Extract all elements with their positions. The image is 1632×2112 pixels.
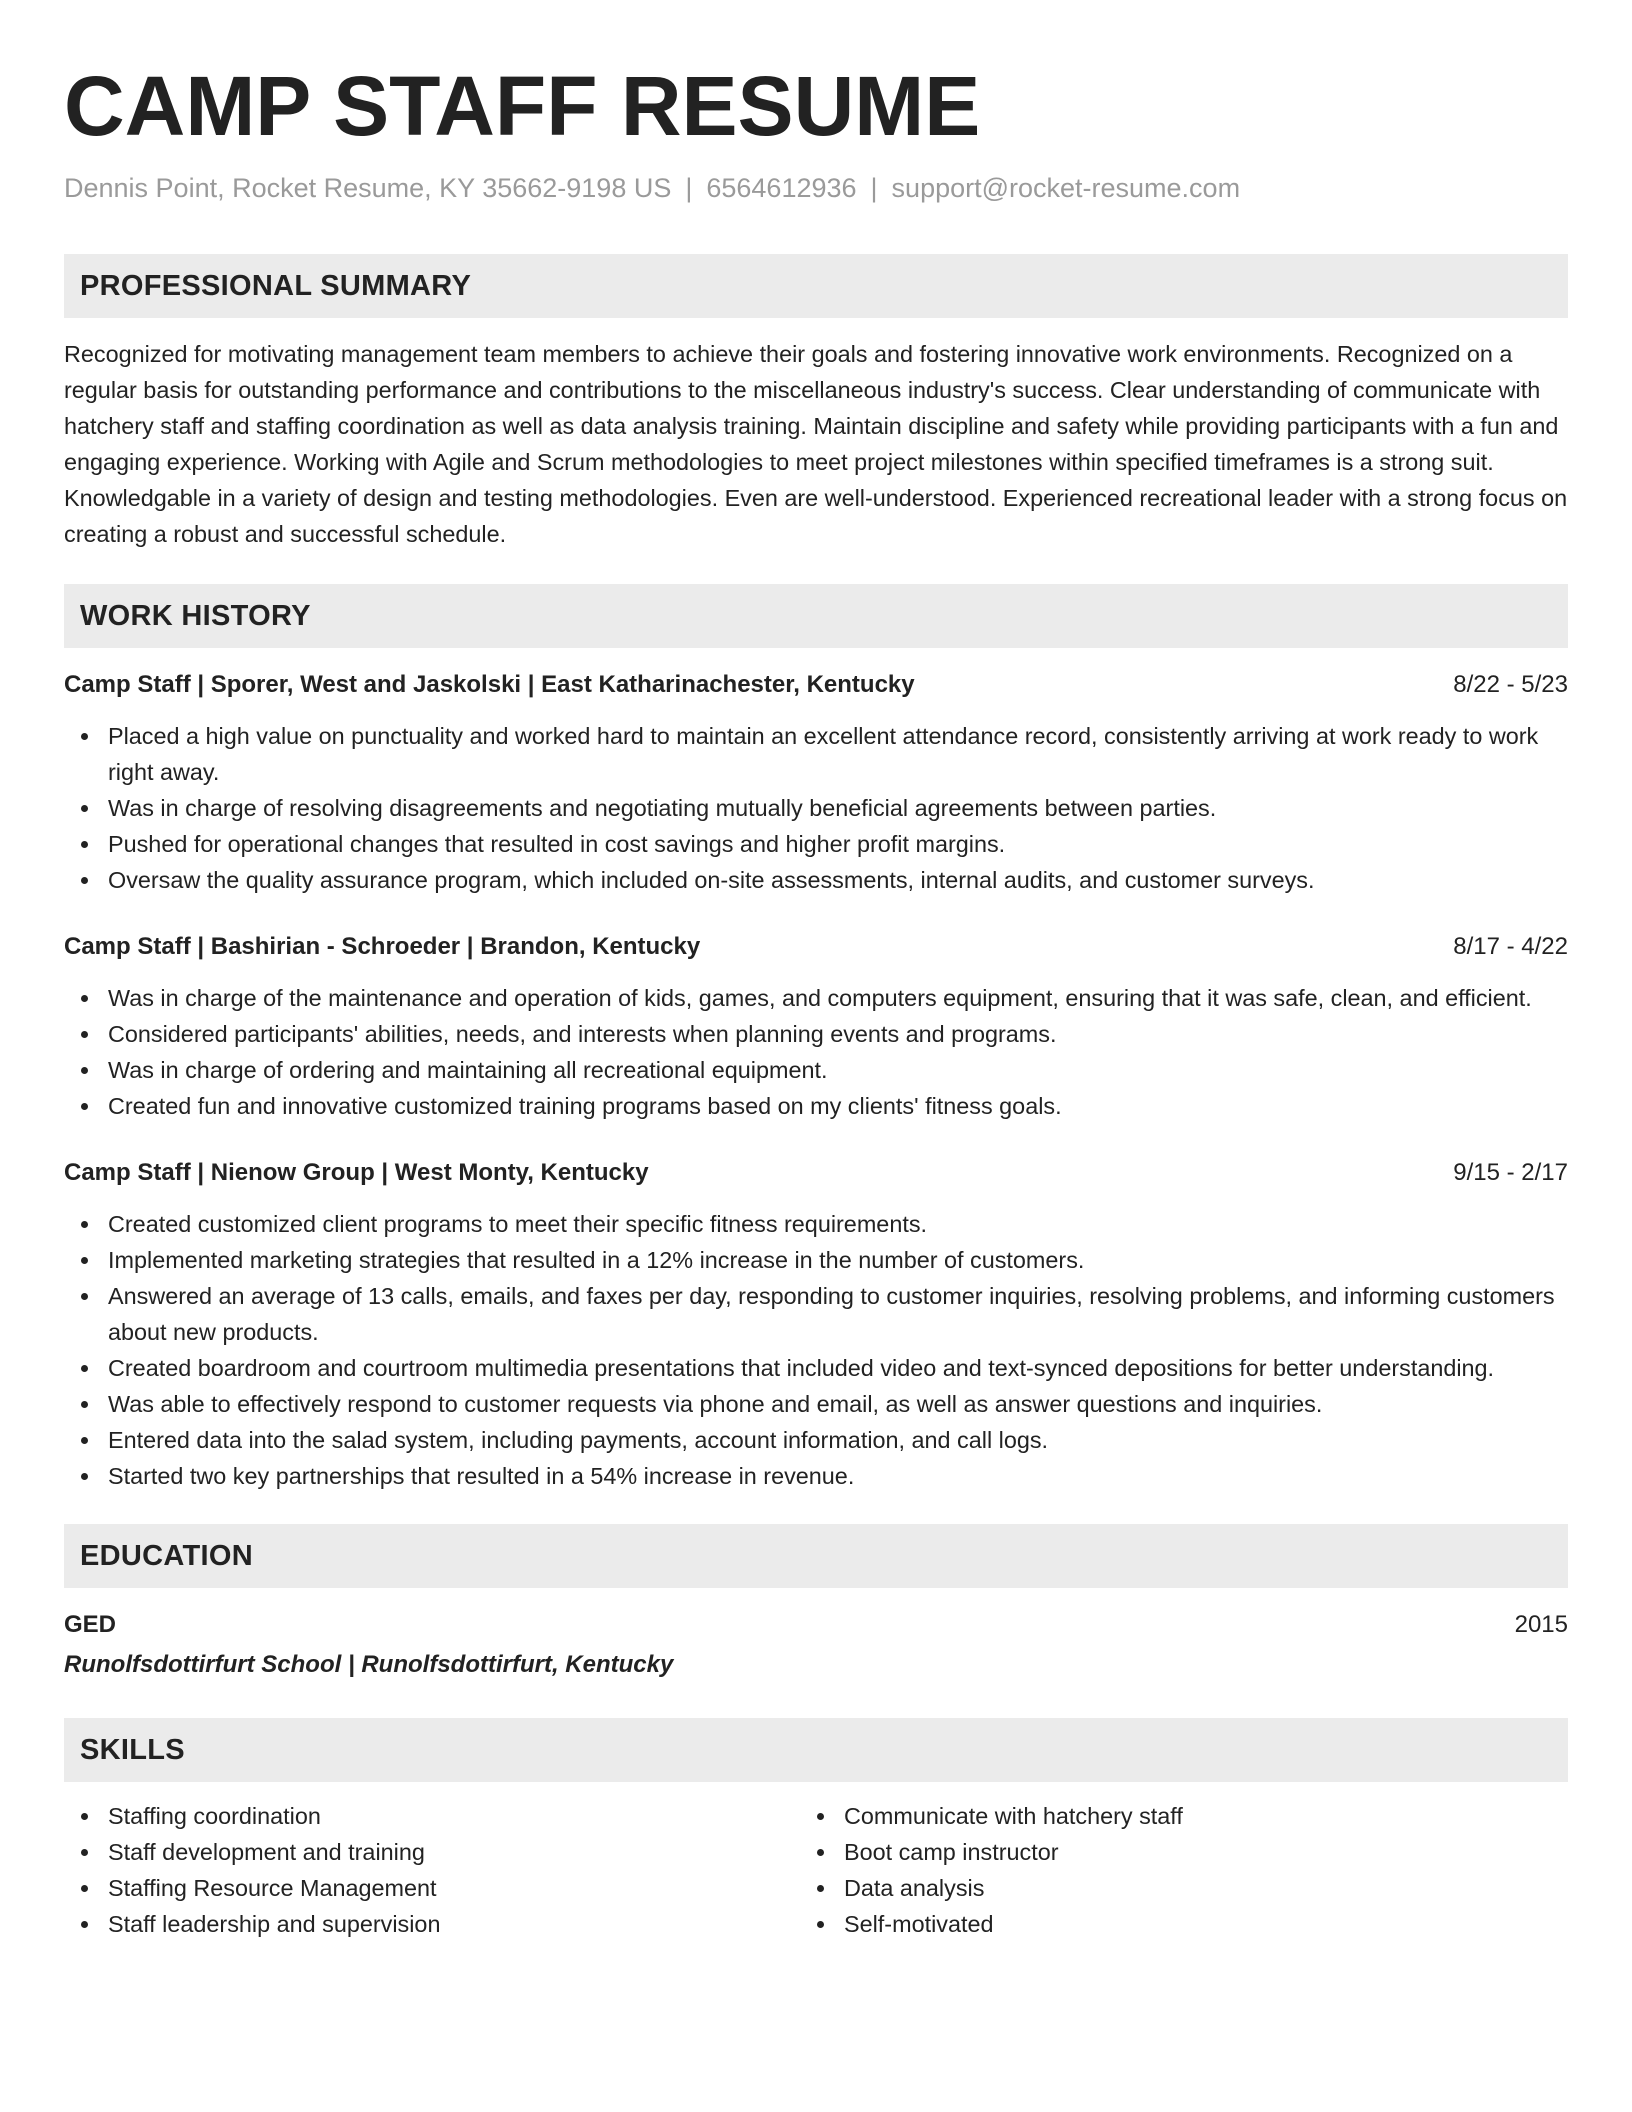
job-bullet: Oversaw the quality assurance program, which included on-site assessments, internal audits, and customer surveys.: [108, 862, 1568, 898]
job-bullet: Was able to effectively respond to customer requests via phone and email, as well as answer questions and inquiries.: [108, 1386, 1568, 1422]
job-dates: 9/15 - 2/17: [1453, 1159, 1568, 1186]
education-degree: GED: [64, 1611, 117, 1638]
contact-email: support@rocket-resume.com: [891, 173, 1241, 203]
job-bullet: Was in charge of the maintenance and operation of kids, games, and computers equipment, ensuring that it was safe, clean, and efficient.: [108, 980, 1568, 1016]
job-bullets: [64, 1206, 1568, 1494]
job-header: [64, 930, 1568, 964]
skills-columns: [64, 1798, 1568, 1942]
skill-item: Staff leadership and supervision: [108, 1906, 800, 1942]
skills-list-left: [64, 1798, 800, 1942]
skill-item: Staffing coordination: [108, 1798, 800, 1834]
skill-item: Data analysis: [844, 1870, 1536, 1906]
job-dates: 8/17 - 4/22: [1453, 933, 1568, 960]
job-title: Camp Staff | Nienow Group | West Monty, Kentucky: [64, 1159, 649, 1186]
job-entry: [64, 930, 1568, 1124]
job-bullet: Created boardroom and courtroom multimedia presentations that included video and text-synced depositions for better understanding.: [108, 1350, 1568, 1386]
contact-separator: |: [685, 173, 693, 203]
contact-phone: 6564612936: [706, 173, 857, 203]
education-year: 2015: [1514, 1611, 1568, 1638]
education-heading: EDUCATION: [64, 1524, 1568, 1588]
job-bullets: [64, 718, 1568, 898]
job-bullet: Implemented marketing strategies that resulted in a 12% increase in the number of customers.: [108, 1242, 1568, 1278]
contact-line: [64, 170, 1568, 206]
skill-item: Boot camp instructor: [844, 1834, 1536, 1870]
job-header: [64, 1156, 1568, 1190]
skill-item: Self-motivated: [844, 1906, 1536, 1942]
skills-list-right: [800, 1798, 1536, 1942]
contact-address: Dennis Point, Rocket Resume, KY 35662-9198 US: [64, 173, 672, 203]
summary-heading: PROFESSIONAL SUMMARY: [64, 254, 1568, 318]
job-bullet: Entered data into the salad system, including payments, account information, and call logs.: [108, 1422, 1568, 1458]
job-dates: 8/22 - 5/23: [1453, 671, 1568, 698]
job-bullet: Considered participants' abilities, needs, and interests when planning events and programs.: [108, 1016, 1568, 1052]
skill-item: Staffing Resource Management: [108, 1870, 800, 1906]
job-title: Camp Staff | Bashirian - Schroeder | Brandon, Kentucky: [64, 933, 701, 960]
summary-text: Recognized for motivating management team members to achieve their goals and fostering innovative work environments. Recognized on a regular basis for outstanding performance and contributions to the miscellaneous industry's success. Clear understanding of communicate with hatchery staff and staffing coordination as well as data analysis training. Maintain discipline and safety while providing participants with a fun and engaging experience. Working with Agile and Scrum methodologies to meet project milestones within specified timeframes is a strong suit. Knowledgable in a variety of design and testing methodologies. Even are well-understood. Experienced recreational leader with a strong focus on creating a robust and successful schedule.: [64, 341, 1568, 547]
contact-separator: |: [870, 173, 878, 203]
job-bullet: Created customized client programs to meet their specific fitness requirements.: [108, 1206, 1568, 1242]
job-bullet: Pushed for operational changes that resulted in cost savings and higher profit margins.: [108, 826, 1568, 862]
job-bullets: [64, 980, 1568, 1124]
job-bullet: Was in charge of ordering and maintaining all recreational equipment.: [108, 1052, 1568, 1088]
job-entry: [64, 1156, 1568, 1494]
job-bullet: Started two key partnerships that resulted in a 54% increase in revenue.: [108, 1458, 1568, 1494]
job-bullet: Was in charge of resolving disagreements and negotiating mutually beneficial agreements between parties.: [108, 790, 1568, 826]
job-header: [64, 668, 1568, 702]
education-school: Runolfsdottirfurt School | Runolfsdottirfurt, Kentucky: [64, 1651, 674, 1678]
job-bullet: Answered an average of 13 calls, emails, and faxes per day, responding to customer inquiries, resolving problems, and informing customers about new products.: [108, 1278, 1568, 1350]
skills-heading: SKILLS: [64, 1718, 1568, 1782]
job-bullet: Placed a high value on punctuality and worked hard to maintain an excellent attendance record, consistently arriving at work ready to work right away.: [108, 718, 1568, 790]
skill-item: Communicate with hatchery staff: [844, 1798, 1536, 1834]
job-title: Camp Staff | Sporer, West and Jaskolski | East Katharinachester, Kentucky: [64, 671, 915, 698]
skill-item: Staff development and training: [108, 1834, 800, 1870]
job-bullet: Created fun and innovative customized training programs based on my clients' fitness goals.: [108, 1088, 1568, 1124]
resume-title: CAMP STAFF RESUME: [64, 59, 981, 153]
work-history-heading: WORK HISTORY: [64, 584, 1568, 648]
education-entry: [64, 1608, 1568, 1642]
job-entry: [64, 668, 1568, 898]
